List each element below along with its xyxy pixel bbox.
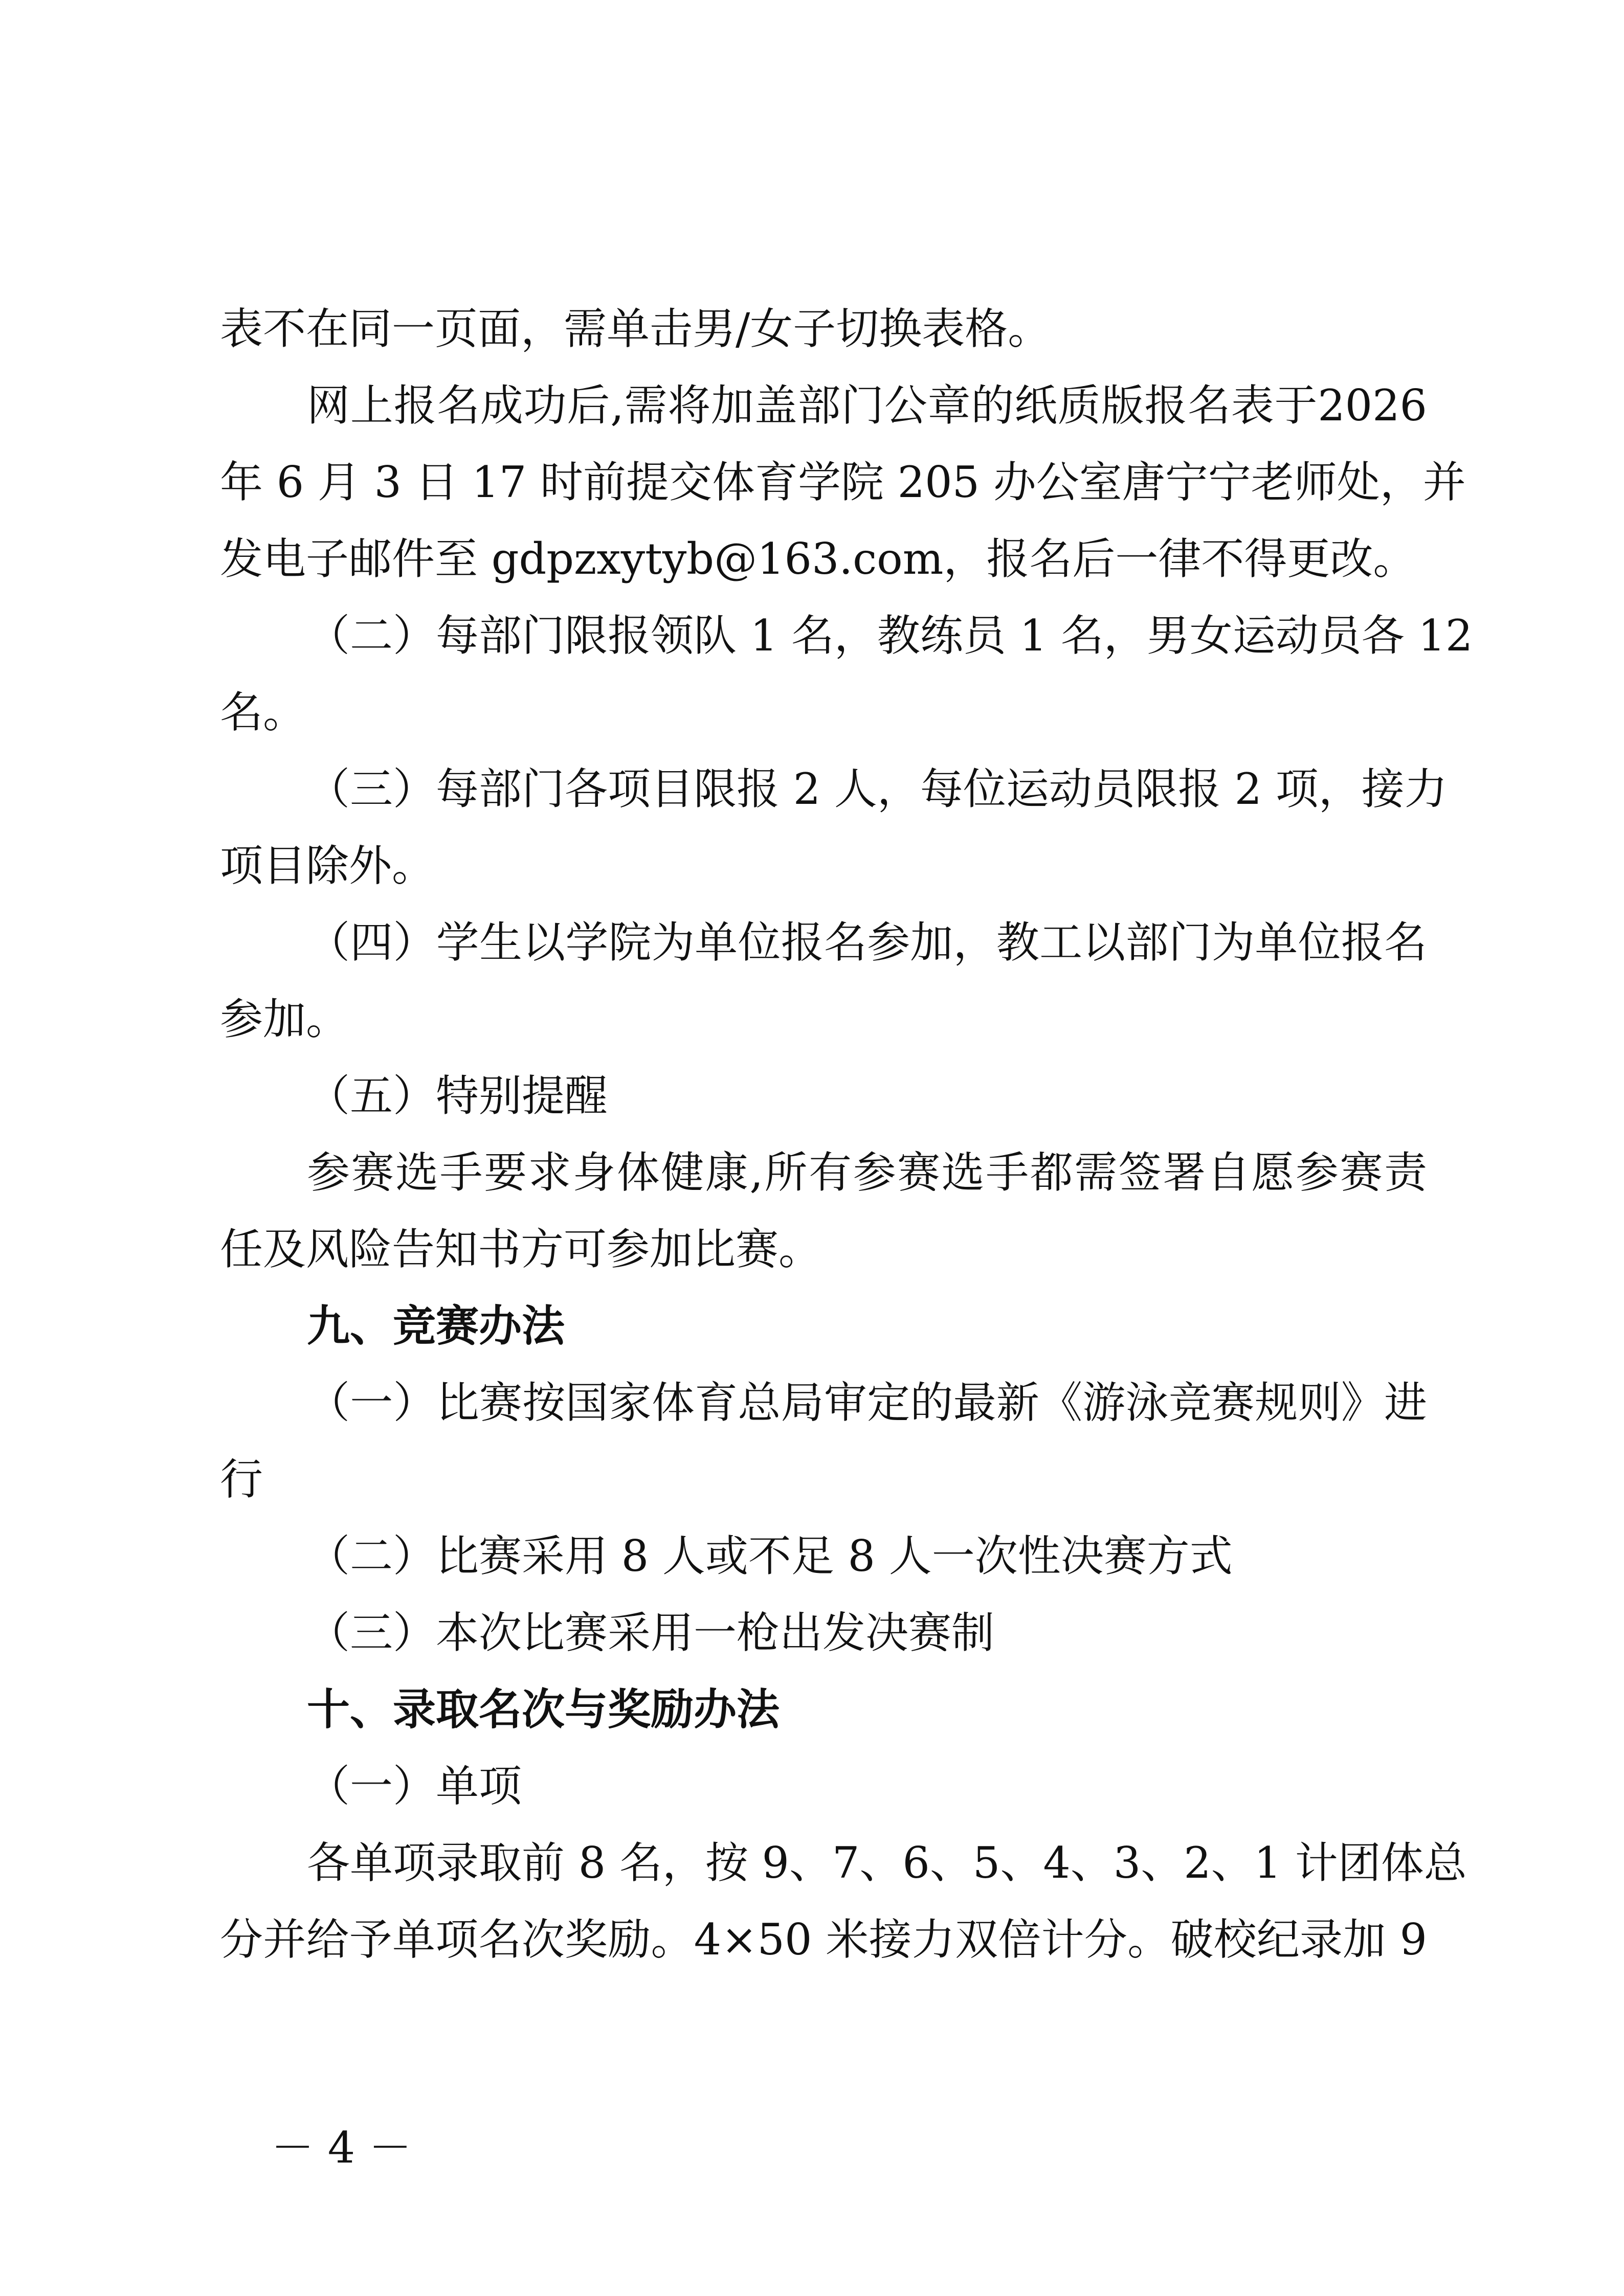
subsection-heading: （一）单项: [307, 1761, 522, 1811]
subsection-heading: （五）特别提醒: [307, 1071, 608, 1121]
paragraph-line: 行: [220, 1454, 263, 1504]
section-heading: 十、录取名次与奖励办法: [307, 1684, 780, 1735]
paragraph-line: 网上报名成功后,需将加盖部门公章的纸质版报名表于2026: [307, 380, 1427, 431]
paragraph-line: 参赛选手要求身体健康,所有参赛选手都需签署自愿参赛责: [307, 1147, 1427, 1198]
paragraph-line: 参加。: [220, 994, 349, 1044]
paragraph-line: 项目除外。: [220, 841, 435, 891]
paragraph-line: 发电子邮件至 gdpzxytyb@163.com，报名后一律不得更改。: [220, 534, 1416, 584]
paragraph-line: （四）学生以学院为单位报名参加，教工以部门为单位报名: [307, 917, 1427, 967]
paragraph-line: 年 6 月 3 日 17 时前提交体育学院 205 办公室唐宁宁老师处，并: [220, 457, 1466, 507]
paragraph-line: 名。: [220, 687, 306, 737]
paragraph-line: （三）每部门各项目限报 2 人，每位运动员限报 2 项，接力: [307, 764, 1448, 814]
section-heading: 九、竞赛办法: [307, 1301, 565, 1351]
paragraph-line: （三）本次比赛采用一枪出发决赛制: [307, 1608, 995, 1658]
paragraph-line: （一）比赛按国家体育总局审定的最新《游泳竞赛规则》进: [307, 1378, 1427, 1428]
paragraph-line: 任及风险告知书方可参加比赛。: [220, 1224, 822, 1274]
paragraph-line: （二）每部门限报领队 1 名，教练员 1 名，男女运动员各 12: [307, 611, 1473, 661]
paragraph-line: 分并给予单项名次奖励。4×50 米接力双倍计分。破校纪录加 9: [220, 1915, 1427, 1965]
page-number: － 4 －: [271, 2123, 412, 2173]
paragraph-line: （二）比赛采用 8 人或不足 8 人一次性决赛方式: [307, 1531, 1233, 1581]
paragraph-line: 表不在同一页面，需单击男/女子切换表格。: [220, 304, 1051, 354]
paragraph-line: 各单项录取前 8 名，按 9、7、6、5、4、3、2、1 计团体总: [307, 1838, 1467, 1888]
